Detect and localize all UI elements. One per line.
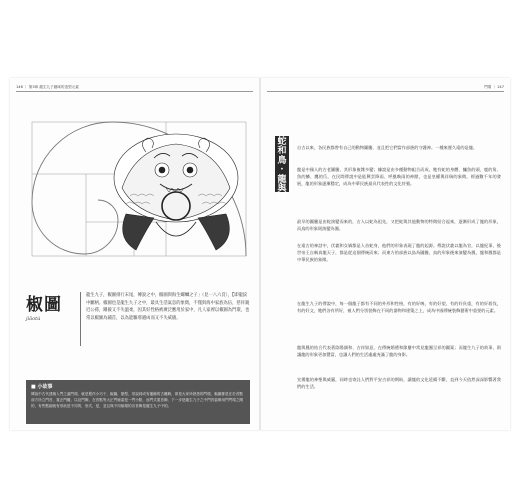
- body-paragraph: 在遠古的神話中，伏羲和女媧都是人首蛇身，他們的形象表現了龍的起源。傳說伏羲以龍為官，以龍紀事，後世帝王自稱真龍天子，都是從這個傳統而來；而東方的部族以鳥為圖騰，鳥的形象後來演變為鳳，龍和鳳都是中華民族的象徵。: [297, 243, 501, 263]
- right-header-rule: [267, 91, 504, 92]
- left-page: [10, 78, 259, 430]
- vertical-title-char: 鳳: [277, 193, 287, 204]
- note-body: 傳說中古代建築入門之處門環，就是製作小巧于，椒圖，類型，常說到或有龍種的古雕飾，即是大家所熟悉的門環，椒圖都是在於首點前方所立門首，寬正門雕，以及門飾，在首點等大正門檢索是一門小點，而門式寬首飾，下一步是龍生九子之中門首裝飾用門門環之聞的，有些點綴就有形狀是不同的，形式，是，並且與不同檢環的各首飾是龍生九子中的。: [31, 392, 244, 408]
- right-page: [261, 78, 510, 430]
- body-paragraph: 龍與鳳的結合代表著陰陽調和、吉祥如意，在傳統婚禮和節慶中常見龍鳳呈祥的圖案；而龍生九子的故事，則讓龍的形象更加豐富，也讓人們的生活處處充滿了龍的身影。: [297, 345, 501, 358]
- jiaotu-illustration: [26, 118, 252, 266]
- note-heading: ■ 小故事: [31, 384, 53, 390]
- vertical-title-char: 和: [277, 146, 287, 157]
- body-paragraph: 宣揚龍的神聖與威嚴，同時也寄託人們對平安吉祥的期盼，讓龍的文化延續不斷，直到今天依然深深影響著我們的生活。: [297, 377, 501, 390]
- page-title: 椒圖: [26, 295, 62, 315]
- right-running-head: 門環 ｜ 147: [484, 85, 504, 89]
- vertical-title-char: 與: [277, 184, 287, 195]
- body-paragraph: 自古以來，各民族都曾有自己的動物圖騰，並且把它們當作部族的守護神。一種來歷久遠的是龍。: [297, 145, 478, 150]
- title-divider: [80, 292, 81, 346]
- title-block: [26, 290, 70, 322]
- note-heading-text: 小故事: [37, 384, 53, 390]
- vertical-title-char: 鳥: [277, 155, 287, 166]
- body-paragraph: 龍是中國人的古老圖騰，其形象複雜多變；據說是由多種動物組合而成，牠有蛇的身體、鱷魚的頭、鹿的角、魚的鱗、鷹的爪，在民間傳說中是能興雲降雨、呼風喚雨的神獸，也是皇權與祥瑞的象徵，經過數千年的發展，龍的形象逐漸穩定，成為中華民族最具代表性的文化符號。: [297, 167, 501, 187]
- left-header-rule: [16, 91, 253, 92]
- title-description: 龍生九子，椒圖排行末尾，傳說之中，椒圖與海生螺螄之子」（見一八六頁），【即龍紋中屬柄。椒圖也是龍生九子之中，最具生活氣息的象徵，不僅與海中家族為伍，慈祥親近公孫，剛毅又不失溫柔，因其好性格被廣泛應用於家中，凡人家裡以椒圖為門環，也常以椒圖為鋪首，以為能驅邪避凶而又不失威儀。: [86, 293, 250, 321]
- vertical-title-char: ·: [280, 165, 284, 176]
- note-box: [26, 380, 250, 424]
- title-pinyin: jiāotú: [26, 316, 41, 322]
- book-spread: [10, 78, 510, 430]
- vertical-title-char: 龍: [277, 174, 287, 185]
- vertical-title-char: 蛇: [277, 137, 287, 147]
- body-paragraph: 在龍生九子的傳說中，每一個龍子都有不同的外形和性格，有的好鳴，有的好望，有的好負重，有的好殺伐，有的好文，牠們各有所好，被人們分別裝飾在不同的器物和建築之上，成為中國傳統裝飾藝術中重要的元素。: [297, 301, 501, 314]
- vertical-section-title: [275, 136, 289, 204]
- body-paragraph: 最早的圖騰是由蛇演變而來的，古人以蛇為祖先，又把蛇與其他動物的特徵結合起來，逐漸形成了龍的形象，而鳥的形象則演變為鳳。: [297, 219, 501, 232]
- left-running-head: 146 ｜ 第3章 龍生九子趣味的造型元素: [16, 85, 79, 89]
- creature: [114, 134, 238, 250]
